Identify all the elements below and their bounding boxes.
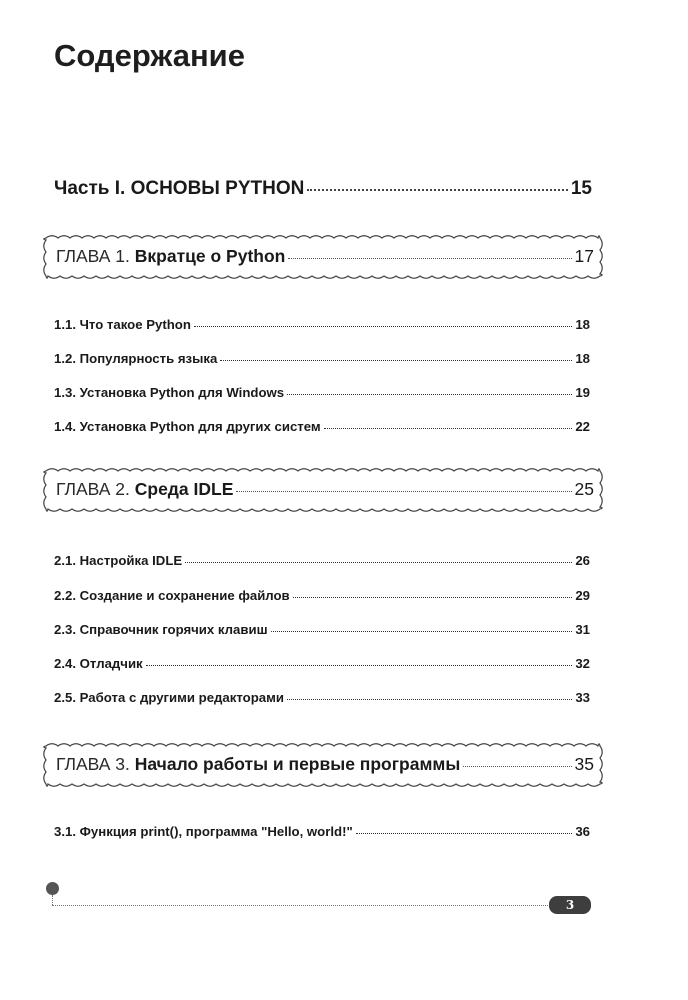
section-entry-2-5[interactable] — [54, 690, 590, 705]
chapter-name: Вкратце о Python — [134, 246, 286, 266]
chapter-prefix: ГЛАВА 3. — [56, 754, 130, 774]
section-label: 2.4. Отладчик — [54, 656, 143, 671]
part-label: Часть I. ОСНОВЫ PYTHON — [54, 178, 305, 199]
chapter-label — [56, 246, 285, 267]
page-title: Содержание — [54, 38, 245, 73]
chapter-entry-2[interactable] — [56, 479, 594, 500]
dot-leader — [356, 833, 573, 834]
section-entry-2-2[interactable] — [54, 588, 590, 603]
section-entry-1-2[interactable] — [54, 351, 590, 366]
dot-leader — [293, 597, 573, 598]
footer-divider — [52, 895, 53, 905]
section-entry-2-4[interactable] — [54, 656, 590, 671]
dot-leader — [287, 394, 572, 395]
dot-leader — [307, 189, 568, 191]
dot-leader — [220, 360, 572, 361]
chapter-box-3[interactable] — [42, 742, 604, 788]
section-entry-1-1[interactable] — [54, 317, 590, 332]
dot-leader — [324, 428, 573, 429]
section-label: 2.3. Справочник горячих клавиш — [54, 622, 268, 637]
dot-leader — [194, 326, 572, 327]
dot-leader — [146, 665, 573, 666]
dot-leader — [236, 491, 571, 492]
chapter-label — [56, 479, 233, 500]
section-label: 1.4. Установка Python для других систем — [54, 419, 321, 434]
section-page-number: 22 — [575, 419, 590, 434]
chapter-page-number: 25 — [574, 479, 594, 499]
chapter-page-number: 17 — [574, 246, 594, 266]
section-page-number: 31 — [575, 622, 590, 637]
section-page-number: 36 — [575, 824, 590, 839]
chapter-name: Среда IDLE — [134, 479, 234, 499]
footer-bullet — [46, 882, 59, 895]
page-number-badge: 3 — [549, 896, 591, 914]
section-page-number: 19 — [575, 385, 590, 400]
chapter-label — [56, 754, 460, 775]
section-label: 2.2. Создание и сохранение файлов — [54, 588, 290, 603]
section-page-number: 33 — [575, 690, 590, 705]
dot-leader — [287, 699, 572, 700]
chapter-entry-3[interactable] — [56, 754, 594, 775]
section-entry-3-1[interactable] — [54, 824, 590, 839]
part-entry[interactable] — [54, 178, 592, 200]
chapter-page-number: 35 — [574, 754, 594, 774]
section-page-number: 18 — [575, 317, 590, 332]
section-entry-1-4[interactable] — [54, 419, 590, 434]
chapter-box-2[interactable] — [42, 467, 604, 513]
dot-leader — [185, 562, 572, 563]
section-page-number: 18 — [575, 351, 590, 366]
section-page-number: 29 — [575, 588, 590, 603]
section-label: 1.2. Популярность языка — [54, 351, 218, 366]
chapter-name: Начало работы и первые программы — [134, 754, 461, 774]
chapter-prefix: ГЛАВА 1. — [56, 246, 130, 266]
chapter-box-1[interactable] — [42, 234, 604, 280]
section-label: 3.1. Функция print(), программа "Hello, world!" — [54, 824, 353, 839]
chapter-prefix: ГЛАВА 2. — [56, 479, 130, 499]
chapter-entry-1[interactable] — [56, 246, 594, 267]
dot-leader — [463, 766, 571, 767]
section-label: 2.1. Настройка IDLE — [54, 553, 183, 568]
dot-leader — [288, 258, 571, 259]
dot-leader — [271, 631, 573, 632]
section-page-number: 26 — [575, 553, 590, 568]
section-label: 1.1. Что такое Python — [54, 317, 191, 332]
section-page-number: 32 — [575, 656, 590, 671]
part-page-number: 15 — [570, 178, 592, 199]
section-entry-1-3[interactable] — [54, 385, 590, 400]
section-entry-2-1[interactable] — [54, 553, 590, 568]
section-label: 2.5. Работа с другими редакторами — [54, 690, 284, 705]
section-label: 1.3. Установка Python для Windows — [54, 385, 285, 400]
footer-rule — [52, 905, 552, 906]
section-entry-2-3[interactable] — [54, 622, 590, 637]
